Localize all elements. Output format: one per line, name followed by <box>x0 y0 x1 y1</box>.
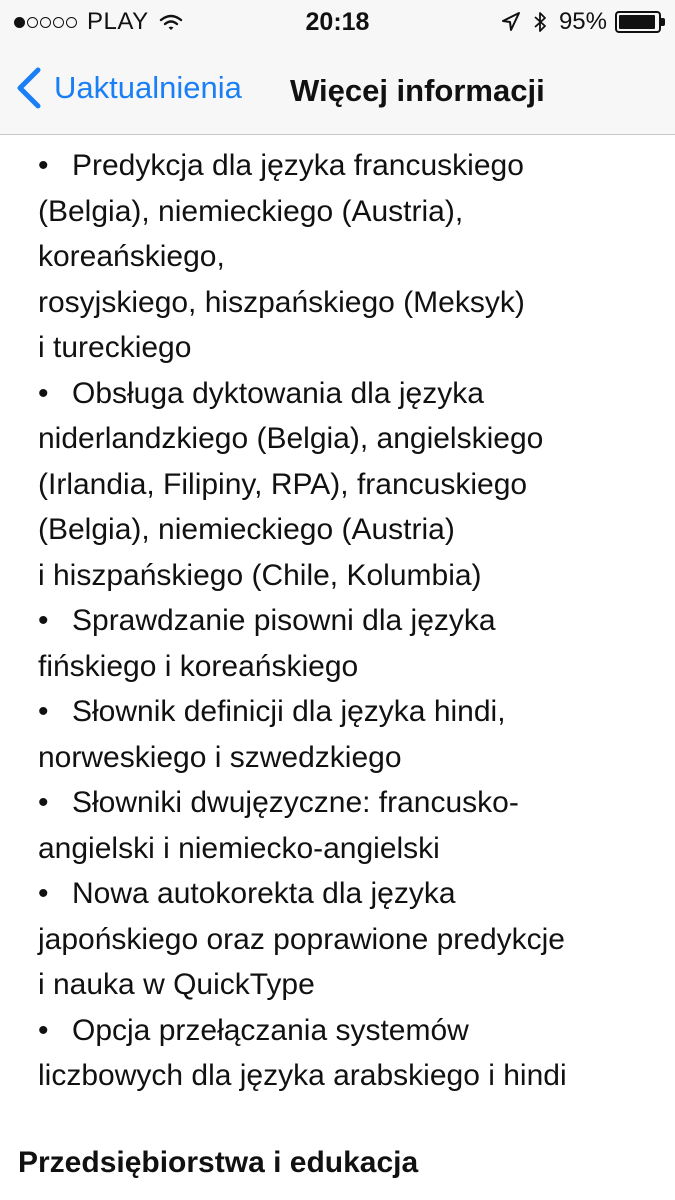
list-item <box>38 143 658 371</box>
back-button-label: Uaktualnienia <box>54 70 242 105</box>
list-item-line: koreańskiego, <box>38 240 225 273</box>
list-item-line: fińskiego i koreańskiego <box>38 649 359 683</box>
list-item <box>38 598 658 689</box>
release-notes-content <box>38 143 658 1099</box>
list-item-line: Słownik definicji dla języka hindi, <box>72 695 506 728</box>
battery-fill <box>619 15 655 29</box>
list-item-line: (Irlandia, Filipiny, RPA), francuskiego <box>38 467 528 501</box>
carrier-name: PLAY <box>87 8 149 35</box>
list-item-line: Sprawdzanie pisowni dla języka <box>72 604 496 637</box>
list-item-line: japońskiego oraz poprawione predykcje <box>38 922 565 956</box>
bullet-icon: • <box>38 604 49 637</box>
list-item-line: i hiszpańskiego (Chile, Kolumbia) <box>38 558 482 592</box>
page-title: Więcej informacji <box>290 73 545 108</box>
bullet-icon: • <box>38 1013 49 1047</box>
battery-percent: 95% <box>558 8 607 35</box>
list-item-line: Predykcja dla języka francuskiego <box>72 149 524 182</box>
navigation-bar <box>0 44 675 135</box>
section-heading: Przedsiębiorstwa i edukacja <box>18 1146 419 1179</box>
bullet-icon: • <box>38 149 49 182</box>
list-item <box>38 1008 658 1099</box>
bullet-icon: • <box>38 786 49 819</box>
list-item-line: Opcja przełączania systemów <box>72 1013 469 1047</box>
list-item <box>38 871 658 1008</box>
list-item-line: (Belgia), niemieckiego (Austria), <box>38 194 464 228</box>
bullet-icon: • <box>38 695 49 728</box>
bullet-icon: • <box>38 877 49 910</box>
release-notes-list <box>38 143 658 1099</box>
bluetooth-icon <box>533 10 547 34</box>
list-item-line: niderlandzkiego (Belgia), angielskiego <box>38 422 544 455</box>
back-button[interactable] <box>14 66 242 110</box>
list-item-line: angielski i niemiecko-angielski <box>38 831 440 865</box>
list-item-line: liczbowych dla języka arabskiego i hindi <box>38 1059 567 1092</box>
list-item <box>38 371 658 599</box>
list-item <box>38 780 658 871</box>
list-item-line: norweskiego i szwedzkiego <box>38 740 402 774</box>
list-item-line: Obsługa dyktowania dla języka <box>72 376 484 410</box>
list-item <box>38 689 658 780</box>
list-item-line: (Belgia), niemieckiego (Austria) <box>38 513 455 546</box>
chevron-left-icon <box>14 66 44 110</box>
bullet-icon: • <box>38 376 49 410</box>
list-item-line: Słowniki dwujęzyczne: francusko- <box>72 786 519 819</box>
list-item-line: rosyjskiego, hiszpańskiego (Meksyk) <box>38 285 525 319</box>
battery-icon <box>615 11 661 33</box>
status-bar <box>0 0 675 44</box>
location-arrow-icon <box>501 11 521 33</box>
status-bar-right <box>501 8 661 36</box>
list-item-line: i tureckiego <box>38 331 192 364</box>
status-time: 20:18 <box>305 8 370 36</box>
list-item-line: i nauka w QuickType <box>38 968 315 1001</box>
list-item-line: Nowa autokorekta dla języka <box>72 877 456 910</box>
